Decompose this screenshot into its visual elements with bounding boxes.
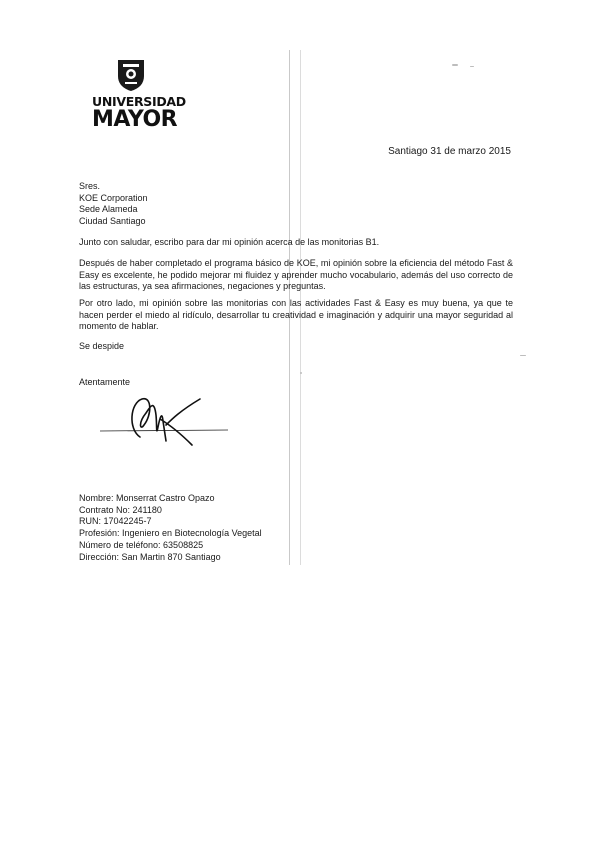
sender-phone: Número de teléfono: 63508825 bbox=[79, 539, 204, 550]
university-crest-icon bbox=[116, 58, 146, 92]
sender-info bbox=[79, 493, 262, 563]
sender-name: Nombre: Monserrat Castro Opazo bbox=[79, 493, 215, 503]
sender-run: RUN: 17042245-7 bbox=[79, 516, 152, 527]
sender-address: Dirección: San Martin 870 Santiago bbox=[79, 551, 221, 562]
paragraph-monitorias-opinion: Por otro lado, mi opinión sobre las monitorias con las actividades Fast & Easy es muy buena, ya que te hacen perder el miedo al ridículo, desarrollar tu creatividad e imaginación y adquirir una mayor seguridad al momento de hablar. bbox=[79, 298, 513, 332]
sender-contract: Contrato No: 241180 bbox=[79, 504, 162, 515]
scan-speck bbox=[520, 355, 526, 356]
recipient-line: Sede Alameda bbox=[79, 204, 138, 215]
paragraph-intro: Junto con saludar, escribo para dar mi opinión acerca de las monitorias B1. bbox=[79, 237, 380, 247]
scan-speck bbox=[452, 64, 458, 66]
letter-date: Santiago 31 de marzo 2015 bbox=[388, 146, 511, 157]
recipient-line: Sres. bbox=[79, 181, 101, 191]
scan-speck bbox=[300, 372, 302, 374]
closing-text: Se despide bbox=[79, 341, 125, 351]
recipient-line: KOE Corporation bbox=[79, 192, 148, 203]
scan-speck bbox=[470, 66, 474, 67]
recipient-block bbox=[79, 181, 148, 228]
regards-text: Atentamente bbox=[79, 377, 131, 387]
handwritten-signature bbox=[100, 385, 230, 455]
institution-name-line2: MAYOR bbox=[92, 107, 178, 132]
recipient-line: Ciudad Santiago bbox=[79, 216, 146, 227]
paragraph-program-opinion: Después de haber completado el programa básico de KOE, mi opinión sobre la eficiencia del método Fast & Easy es excelente, he podido mejorar mi fluidez y aprender mucho vocabulario, además del uso correcto de las estructuras, ya sea afirmaciones, negaciones y preguntas. bbox=[79, 258, 513, 292]
institution-name-line1: UNIVERSIDAD bbox=[92, 94, 186, 109]
sender-profession: Profesión: Ingeniero en Biotecnología Vegetal bbox=[79, 528, 262, 539]
